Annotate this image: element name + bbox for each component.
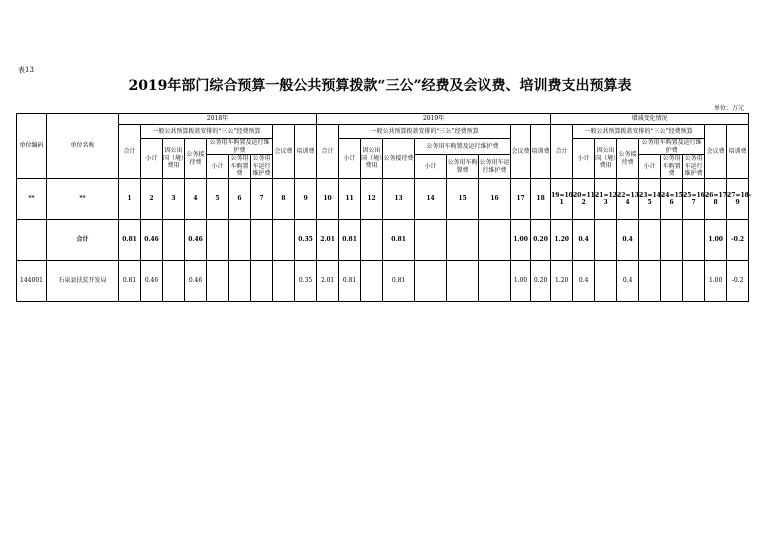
cell-value: 2.01 — [317, 261, 339, 302]
cell-value — [163, 261, 185, 302]
header-change-vehicle: 公务用车购置及运行维护费 — [639, 139, 705, 155]
cell-value: 0.46 — [141, 261, 163, 302]
header-2018: 2018年 — [119, 114, 317, 125]
header-change: 增减变化情况 — [551, 114, 749, 125]
cell-value — [361, 220, 383, 261]
cell-value — [639, 261, 661, 302]
table-row-total — [17, 220, 749, 261]
header-change-subtotal: 小计 — [573, 139, 595, 179]
header-2019-sangong: 一般公共预算拨款安排的“三公”经费预算 — [339, 125, 511, 139]
cell-value — [229, 220, 251, 261]
cell-value: 0.4 — [617, 261, 639, 302]
cell-value — [639, 220, 661, 261]
index-cell: 23=14-5 — [639, 179, 661, 220]
index-cell: 24=15-6 — [661, 179, 683, 220]
cell-value: 0.4 — [617, 220, 639, 261]
cell-value — [447, 261, 479, 302]
cell-value: 1.00 — [511, 220, 531, 261]
cell-value — [415, 261, 447, 302]
cell-value: 1.20 — [551, 261, 573, 302]
cell-value — [683, 261, 705, 302]
header-2018-meeting: 会议费 — [273, 125, 295, 179]
cell-value — [415, 220, 447, 261]
index-cell: 7 — [251, 179, 273, 220]
cell-value — [595, 220, 617, 261]
cell-value: 1.00 — [705, 261, 727, 302]
header-change-meeting: 会议费 — [705, 125, 727, 179]
index-cell: 8 — [273, 179, 295, 220]
cell-value: 0.20 — [531, 220, 551, 261]
cell-value: 0.46 — [185, 261, 207, 302]
header-change-vehicle-subtotal: 小计 — [639, 155, 661, 179]
header-2018-training: 培训费 — [295, 125, 317, 179]
header-2019-vehicle-operation: 公务用车运行维护费 — [479, 155, 511, 179]
cell-value — [683, 220, 705, 261]
page-title: 2019年部门综合预算一般公共预算拨款“三公”经费及会议费、培训费支出预算表 — [128, 78, 632, 94]
header-row-1 — [17, 114, 749, 125]
index-cell: 3 — [163, 179, 185, 220]
index-cell: 17 — [511, 179, 531, 220]
index-cell: 10 — [317, 179, 339, 220]
cell-value: 0.35 — [295, 261, 317, 302]
index-cell: 25=16-7 — [683, 179, 705, 220]
header-2018-vehicle-operation: 公务用车运行维护费 — [252, 155, 271, 178]
header-change-training: 培训费 — [727, 125, 749, 179]
cell-value: 0.81 — [119, 220, 141, 261]
cell-value — [661, 261, 683, 302]
index-cell: 26=17-8 — [705, 179, 727, 220]
header-unit-code: 单位编码 — [17, 114, 47, 179]
cell-value — [595, 261, 617, 302]
index-cell: 21=12-3 — [595, 179, 617, 220]
cell-value: 0.81 — [383, 261, 415, 302]
index-cell: 19=10-1 — [551, 179, 573, 220]
cell-value: 0.81 — [119, 261, 141, 302]
budget-table — [16, 113, 752, 302]
cell-value: 1.00 — [511, 261, 531, 302]
cell-value: 0.81 — [383, 220, 415, 261]
header-2018-abroad: 因公出国（境）费用 — [163, 139, 185, 179]
index-cell: 1 — [119, 179, 141, 220]
cell-value — [251, 261, 273, 302]
index-cell: 20=11-2 — [573, 179, 595, 220]
cell-value — [207, 261, 229, 302]
cell-value — [163, 220, 185, 261]
index-cell: 18 — [531, 179, 551, 220]
index-cell: 11 — [339, 179, 361, 220]
cell-value: -0.2 — [727, 220, 749, 261]
cell-value — [447, 220, 479, 261]
index-cell: 4 — [185, 179, 207, 220]
index-cell: 27=18-9 — [727, 179, 749, 220]
index-cell: 22=13-4 — [617, 179, 639, 220]
cell-value — [273, 261, 295, 302]
index-cell: 14 — [415, 179, 447, 220]
cell-value: 2.01 — [317, 220, 339, 261]
cell-value: 0.46 — [185, 220, 207, 261]
cell-value: 1.20 — [551, 220, 573, 261]
header-change-vehicle-purchase: 公务用车购置费 — [662, 155, 681, 178]
header-change-sangong: 一般公共预算拨款安排的“三公”经费预算 — [573, 125, 705, 139]
header-2018-vehicle-subtotal: 小计 — [207, 155, 229, 179]
header-change-abroad: 因公出国（境）费用 — [595, 139, 617, 179]
cell-value: 0.20 — [531, 261, 551, 302]
index-cell: 12 — [361, 179, 383, 220]
index-cell: 13 — [383, 179, 415, 220]
header-2019-vehicle-subtotal: 小计 — [415, 155, 447, 179]
header-2018-vehicle-purchase: 公务用车购置费 — [230, 155, 249, 178]
table-row — [17, 261, 749, 302]
index-cell: ** — [17, 179, 47, 220]
header-2018-vehicle: 公务用车购置及运行维护费 — [207, 139, 273, 155]
table-number-label: 表13 — [18, 66, 34, 74]
index-cell: 9 — [295, 179, 317, 220]
header-2018-sangong: 一般公共预算拨款安排的“三公”经费预算 — [141, 125, 273, 139]
index-cell: 15 — [447, 179, 479, 220]
header-unit-name: 单位名称 — [47, 114, 119, 179]
index-cell: 5 — [207, 179, 229, 220]
header-2018-reception: 公务接待费 — [185, 139, 207, 179]
cell-value — [273, 220, 295, 261]
cell-value — [479, 220, 511, 261]
header-change-vehicle-operation: 公务用车运行维护费 — [684, 155, 703, 178]
header-2018-total: 合计 — [119, 125, 141, 179]
unit-label: 单位：万元 — [713, 105, 744, 112]
header-2019-subtotal: 小计 — [339, 139, 361, 179]
cell-value — [229, 261, 251, 302]
cell-value — [479, 261, 511, 302]
cell-value — [251, 220, 273, 261]
cell-value — [661, 220, 683, 261]
cell-value: 0.4 — [573, 261, 595, 302]
header-2019: 2019年 — [317, 114, 551, 125]
header-2019-training: 培训费 — [531, 125, 551, 179]
cell-value: 0.4 — [573, 220, 595, 261]
cell-value: 0.35 — [295, 220, 317, 261]
cell-value — [207, 220, 229, 261]
cell-unit-name: 合计 — [47, 220, 119, 261]
cell-unit-name: 石泉县扶贫开发局 — [47, 261, 119, 302]
header-2018-subtotal: 小计 — [141, 139, 163, 179]
cell-value: 0.81 — [339, 220, 361, 261]
header-2019-vehicle: 公务用车购置及运行维护费 — [415, 139, 511, 155]
header-change-total: 合计 — [551, 125, 573, 179]
header-2019-meeting: 会议费 — [511, 125, 531, 179]
header-row-2 — [17, 125, 749, 139]
cell-value — [361, 261, 383, 302]
cell-unit-code: 144001 — [17, 261, 47, 302]
index-row — [17, 179, 749, 220]
cell-value: -0.2 — [727, 261, 749, 302]
cell-value: 0.81 — [339, 261, 361, 302]
header-2019-reception: 公务接待费 — [383, 139, 415, 179]
index-cell: 16 — [479, 179, 511, 220]
cell-value: 1.00 — [705, 220, 727, 261]
header-2019-abroad: 因公出国（境）费用 — [361, 139, 383, 179]
index-cell: ** — [47, 179, 119, 220]
cell-value: 0.46 — [141, 220, 163, 261]
index-cell: 6 — [229, 179, 251, 220]
index-cell: 2 — [141, 179, 163, 220]
header-2019-vehicle-purchase: 公务用车购置费 — [447, 155, 479, 179]
cell-unit-code — [17, 220, 47, 261]
header-change-reception: 公务接待费 — [617, 139, 639, 179]
header-2019-total: 合计 — [317, 125, 339, 179]
